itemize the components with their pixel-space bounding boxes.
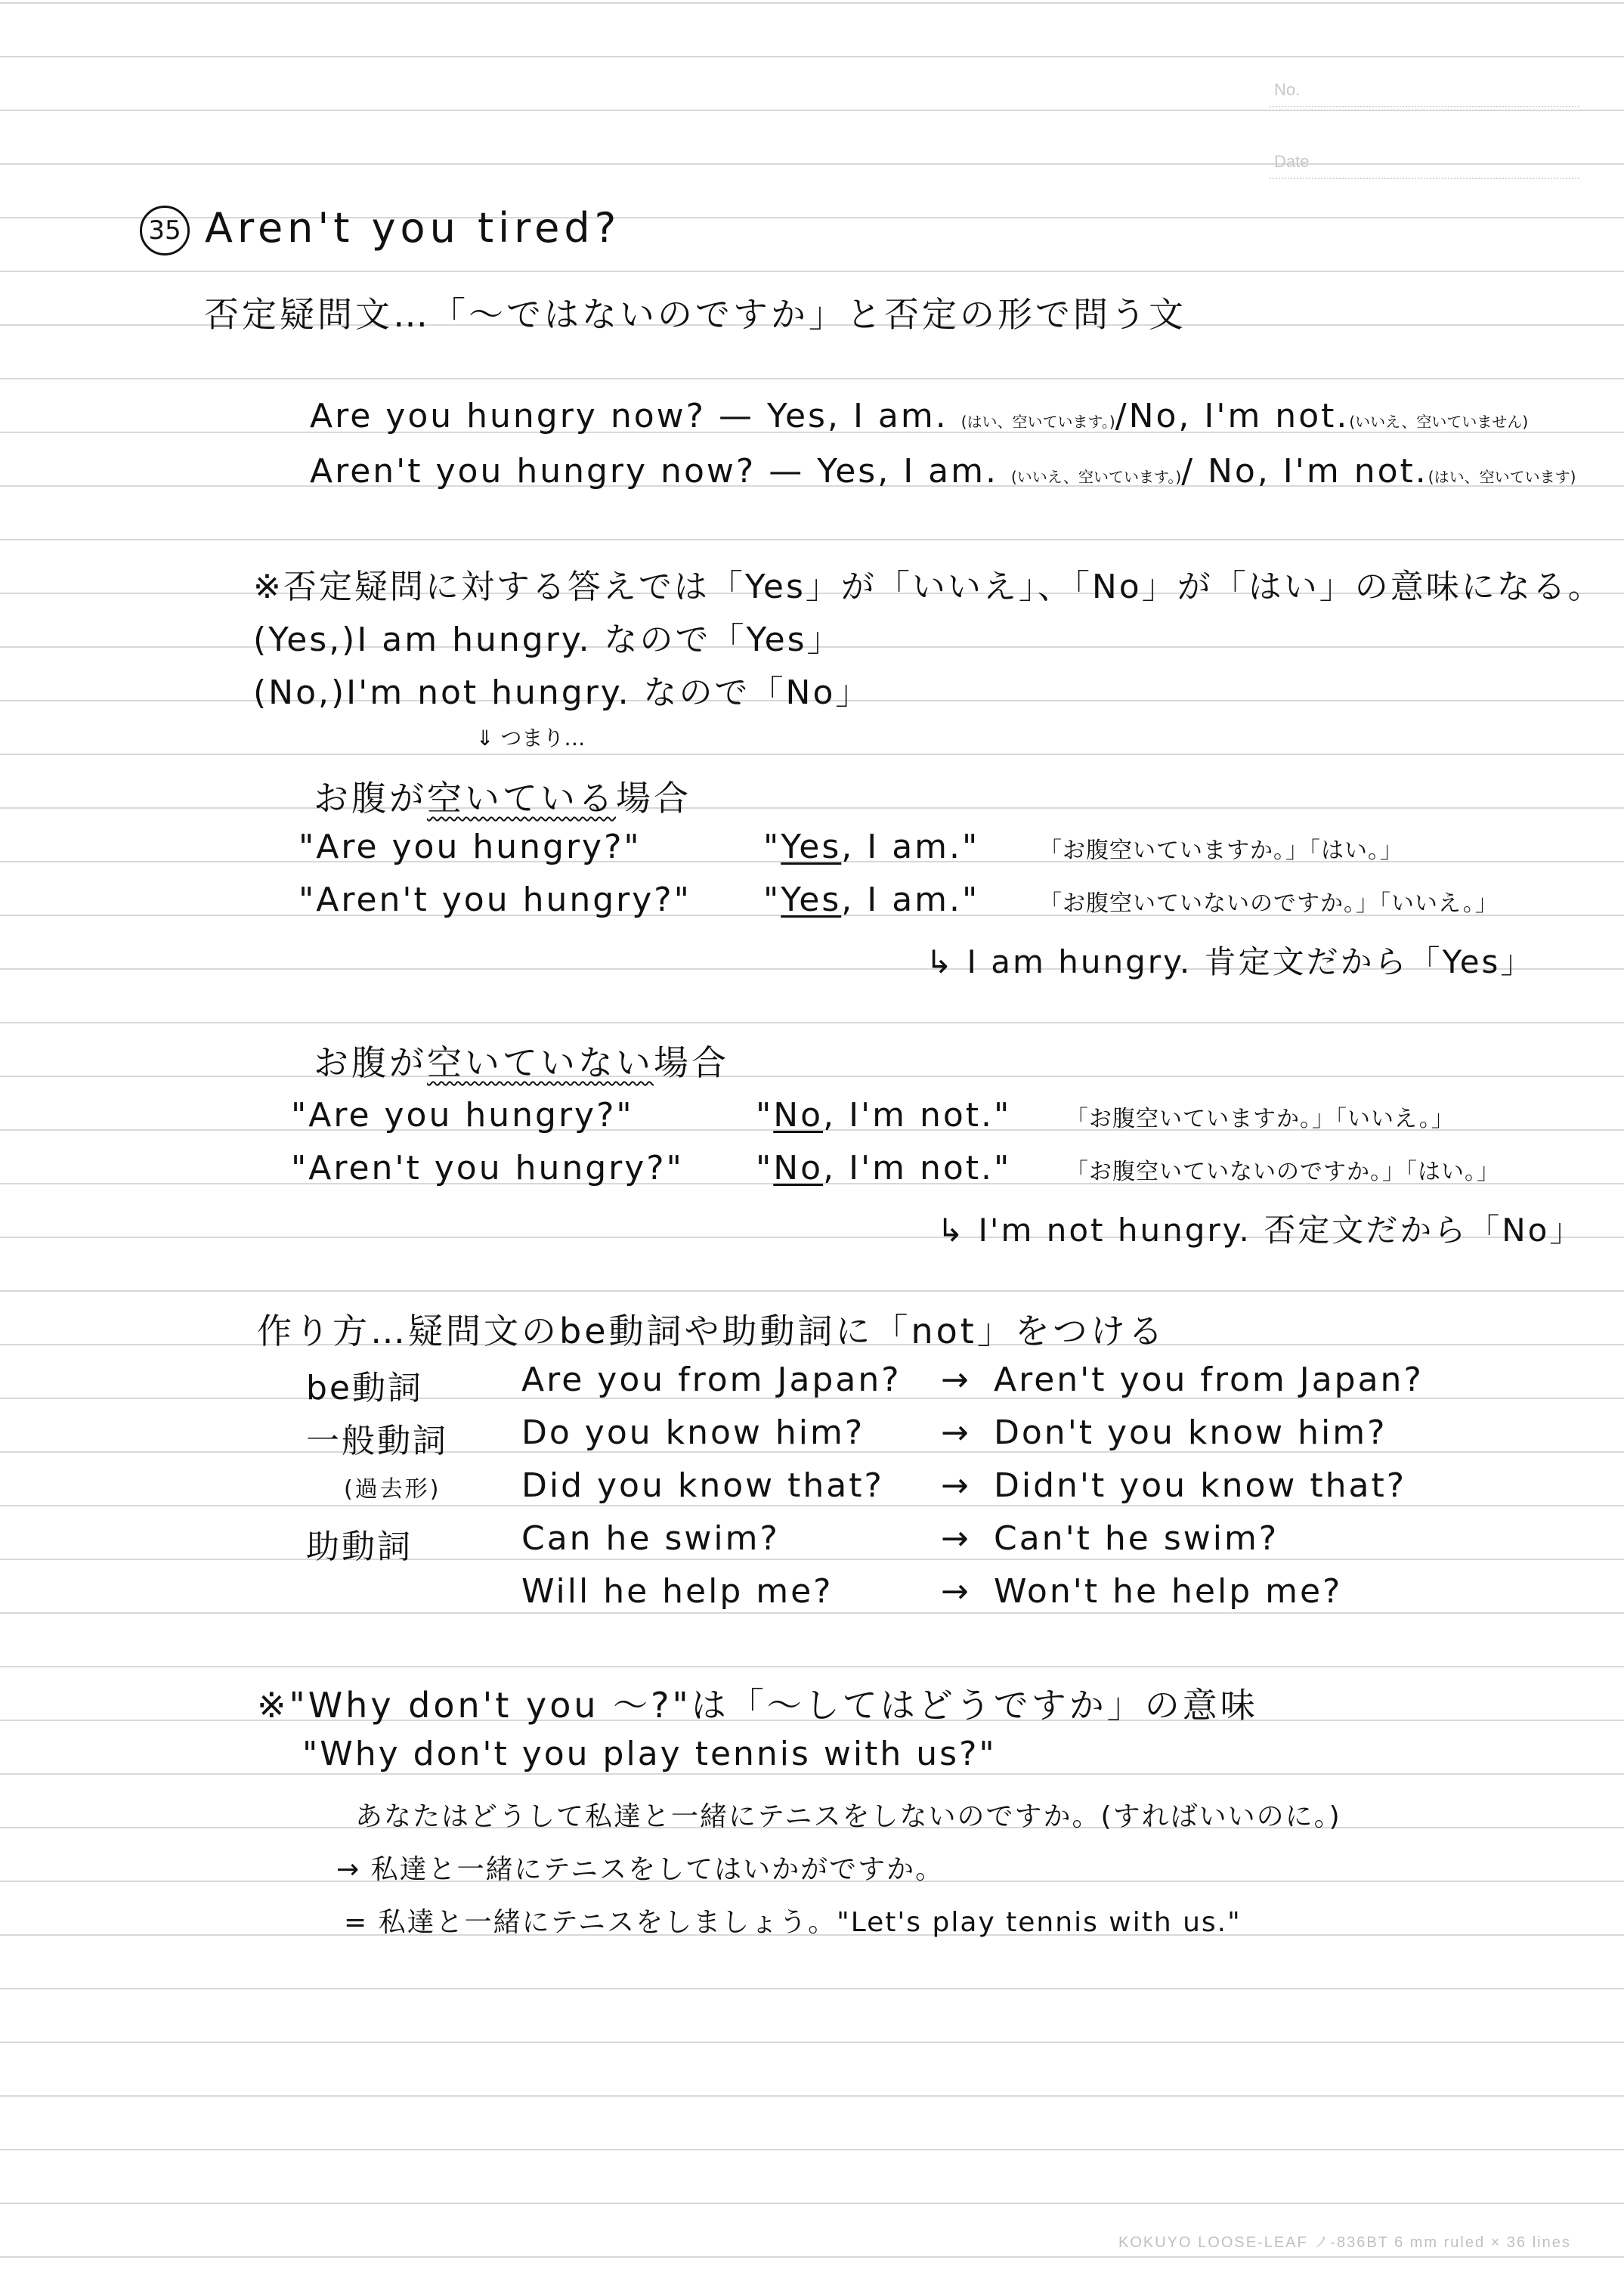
- formation-arrow-1: →: [941, 1361, 971, 1399]
- page-title: [140, 204, 620, 255]
- formation-label-1: be動詞: [306, 1369, 423, 1407]
- quote-mark: ": [763, 881, 781, 919]
- not-hungry-heading-a: お腹が: [314, 1042, 427, 1083]
- formation-arrow-3: →: [941, 1466, 971, 1505]
- formation-arrow-5: →: [941, 1572, 971, 1611]
- not-hungry-heading-b: 空いていない: [427, 1042, 654, 1083]
- formation-from-4: Can he swim?: [521, 1519, 780, 1558]
- no-underlined: No: [773, 1149, 824, 1187]
- answer-rest: , I am.": [841, 828, 980, 866]
- note-1-heading: ※否定疑問に対する答えでは「Yes」が「いいえ」、「No」が「はい」の意味になる。: [253, 568, 1604, 606]
- no-field: [1270, 60, 1579, 107]
- example-1-question: Are you hungry now?: [310, 397, 706, 435]
- quote-mark: ": [763, 828, 781, 866]
- formation-to-4: Can't he swim?: [994, 1519, 1279, 1558]
- example-1-answer: — Yes, I am.: [718, 397, 948, 435]
- hungry-row-1-jp: 「お腹空いていますか。」「はい。」: [1039, 837, 1403, 864]
- yes-underlined: Yes: [781, 828, 842, 866]
- formation-arrow-4: →: [941, 1519, 971, 1558]
- formation-heading: 作り方…疑問文のbe動詞や助動詞に「not」をつける: [257, 1311, 1166, 1351]
- example-line-1: [310, 397, 1528, 435]
- why-dont-heading: ※"Why don't you ～?"は「～してはどうですか」の意味: [257, 1685, 1258, 1726]
- title-text: Aren't you tired?: [205, 204, 621, 252]
- formation-label-4: 助動詞: [306, 1528, 413, 1566]
- answer-rest: , I'm not.": [823, 1149, 1012, 1187]
- date-field: [1270, 132, 1579, 179]
- example-1-note-1: (はい、空いています。): [960, 413, 1115, 431]
- not-hungry-case-heading: [314, 1036, 729, 1085]
- hungry-heading-b: 空いている: [427, 778, 616, 819]
- hungry-case-heading: [314, 771, 691, 821]
- not-hungry-row-1-question: "Are you hungry?": [291, 1096, 634, 1135]
- formation-from-2: Do you know him?: [521, 1413, 865, 1452]
- hungry-row-2-jp: 「お腹空いていないのですか。」「いいえ。」: [1039, 890, 1499, 917]
- definition: 否定疑問文…「～ではないのですか」と否定の形で問う文: [204, 294, 1186, 335]
- not-hungry-conclusion: ↳ I'm not hungry. 否定文だから「No」: [937, 1212, 1584, 1249]
- hungry-heading-c: 場合: [616, 778, 691, 819]
- note-1-arrow: ⇓ つまり…: [476, 726, 586, 751]
- formation-from-3: Did you know that?: [521, 1466, 884, 1505]
- hungry-row-2-question: "Aren't you hungry?": [299, 881, 691, 919]
- formation-to-1: Aren't you from Japan?: [994, 1361, 1424, 1399]
- example-2-note-2: (はい、空いています): [1428, 468, 1576, 486]
- quote-mark: ": [756, 1149, 774, 1187]
- not-hungry-row-2-answer: [756, 1149, 1011, 1187]
- quote-mark: ": [756, 1096, 774, 1135]
- not-hungry-row-1-jp: 「お腹空いていますか。」「いいえ。」: [1066, 1106, 1455, 1132]
- why-dont-line-2: → 私達と一緒にテニスをしてはいかがですか。: [336, 1854, 945, 1885]
- hungry-row-2-answer: [763, 881, 979, 919]
- yes-underlined: Yes: [781, 881, 842, 919]
- not-hungry-row-2-question: "Aren't you hungry?": [291, 1149, 684, 1187]
- formation-from-5: Will he help me?: [521, 1572, 834, 1611]
- example-1-note-2: (いいえ、空いていません): [1349, 413, 1529, 431]
- no-label: No.: [1274, 80, 1301, 99]
- paper-brand-footer: KOKUYO LOOSE-LEAF ノ-836BT 6 mm ruled × 36 lines: [1118, 2234, 1571, 2251]
- hungry-row-1-question: "Are you hungry?": [299, 828, 642, 866]
- not-hungry-row-2-jp: 「お腹空いていないのですか。」「はい。」: [1066, 1159, 1500, 1185]
- example-2-note-1: (いいえ、空いています。): [1010, 468, 1182, 486]
- formation-to-3: Didn't you know that?: [994, 1466, 1407, 1505]
- example-1-sep: /No, I'm not.: [1115, 397, 1350, 435]
- formation-to-5: Won't he help me?: [994, 1572, 1343, 1611]
- not-hungry-row-1-answer: [756, 1096, 1011, 1135]
- hungry-conclusion: ↳ I am hungry. 肯定文だから「Yes」: [926, 943, 1535, 980]
- title-number: 35: [140, 206, 190, 255]
- answer-rest: , I'm not.": [823, 1096, 1012, 1135]
- why-dont-example: "Why don't you play tennis with us?": [302, 1735, 997, 1773]
- formation-arrow-2: →: [941, 1413, 971, 1452]
- example-line-2: [310, 452, 1576, 491]
- date-label: Date: [1274, 152, 1310, 171]
- no-underlined: No: [773, 1096, 824, 1135]
- example-2-answer: — Yes, I am.: [769, 452, 998, 491]
- formation-label-2: 一般動詞: [306, 1422, 448, 1460]
- formation-to-2: Don't you know him?: [994, 1413, 1387, 1452]
- why-dont-line-3: = 私達と一緒にテニスをしましょう。"Let's play tennis with us.": [344, 1907, 1242, 1938]
- formation-label-3: (過去形): [344, 1476, 441, 1503]
- answer-rest: , I am.": [841, 881, 980, 919]
- hungry-heading-a: お腹が: [314, 778, 427, 819]
- example-2-question: Aren't you hungry now?: [310, 452, 756, 491]
- note-1-yes-line: (Yes,)I am hungry. なので「Yes」: [253, 621, 843, 659]
- example-2-sep: / No, I'm not.: [1181, 452, 1428, 491]
- formation-from-1: Are you from Japan?: [521, 1361, 902, 1399]
- hungry-row-1-answer: [763, 828, 979, 866]
- why-dont-line-1: あなたはどうして私達と一緒にテニスをしないのですか。(すればいいのに。): [355, 1801, 1341, 1832]
- not-hungry-heading-c: 場合: [654, 1042, 729, 1083]
- note-1-no-line: (No,)I'm not hungry. なので「No」: [253, 673, 871, 712]
